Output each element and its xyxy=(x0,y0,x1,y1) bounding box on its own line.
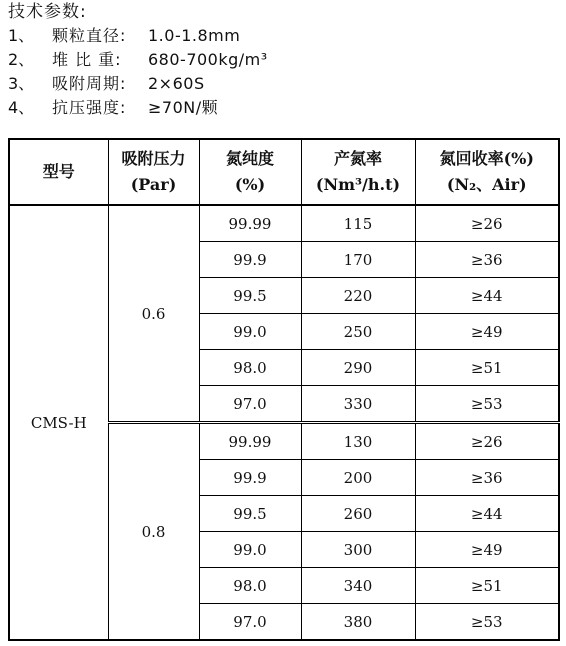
spec-value: 680-700kg/m³ xyxy=(148,50,268,69)
table-row xyxy=(9,205,559,242)
spec-value: 1.0-1.8mm xyxy=(148,26,241,45)
header-recovery xyxy=(415,139,559,205)
header-rate xyxy=(301,139,415,205)
recovery-cell: ≥51 xyxy=(415,350,559,386)
model-cell: CMS-H xyxy=(9,205,108,640)
rate-cell: 115 xyxy=(301,205,415,242)
purity-cell: 99.5 xyxy=(199,278,301,314)
recovery-cell: ≥26 xyxy=(415,205,559,242)
rate-cell: 130 xyxy=(301,423,415,460)
spec-title: 技术参数: xyxy=(8,2,87,22)
spec-label: 颗粒直径: xyxy=(52,26,127,45)
rate-cell: 200 xyxy=(301,460,415,496)
purity-cell: 99.0 xyxy=(199,532,301,568)
pressure-cell: 0.6 xyxy=(108,205,199,423)
rate-cell: 380 xyxy=(301,604,415,641)
recovery-cell: ≥44 xyxy=(415,496,559,532)
recovery-cell: ≥44 xyxy=(415,278,559,314)
spec-num: 2、 xyxy=(8,50,35,69)
header-unit: (%) xyxy=(234,175,266,194)
header-unit: (Par) xyxy=(130,175,177,194)
rate-cell: 330 xyxy=(301,386,415,423)
recovery-cell: ≥36 xyxy=(415,242,559,278)
rate-cell: 250 xyxy=(301,314,415,350)
spec-label: 堆 比 重: xyxy=(52,50,122,69)
spec-item xyxy=(8,72,268,96)
spec-item xyxy=(8,96,268,120)
rate-cell: 260 xyxy=(301,496,415,532)
recovery-cell: ≥51 xyxy=(415,568,559,604)
spec-value: ≥70N/颗 xyxy=(148,98,219,117)
spec-num: 4、 xyxy=(8,98,35,117)
header-label: 吸附压力 xyxy=(121,149,186,168)
header-label: 氮回收率(%) xyxy=(439,149,534,168)
recovery-cell: ≥49 xyxy=(415,314,559,350)
purity-cell: 97.0 xyxy=(199,386,301,423)
header-purity xyxy=(199,139,301,205)
purity-cell: 99.5 xyxy=(199,496,301,532)
rate-cell: 300 xyxy=(301,532,415,568)
purity-cell: 99.9 xyxy=(199,460,301,496)
header-unit: (Nm³/h.t) xyxy=(315,175,401,194)
purity-cell: 99.0 xyxy=(199,314,301,350)
recovery-cell: ≥53 xyxy=(415,604,559,641)
recovery-cell: ≥49 xyxy=(415,532,559,568)
spec-item xyxy=(8,48,268,72)
header-model xyxy=(9,139,108,205)
rate-cell: 290 xyxy=(301,350,415,386)
header-label: 型号 xyxy=(42,162,75,181)
purity-cell: 99.99 xyxy=(199,205,301,242)
spec-label: 吸附周期: xyxy=(52,74,127,93)
recovery-cell: ≥53 xyxy=(415,386,559,423)
header-pressure xyxy=(108,139,199,205)
purity-cell: 99.9 xyxy=(199,242,301,278)
spec-label: 抗压强度: xyxy=(52,98,127,117)
rate-cell: 220 xyxy=(301,278,415,314)
header-label: 氮纯度 xyxy=(225,149,274,168)
header-label: 产氮率 xyxy=(333,149,382,168)
purity-cell: 99.99 xyxy=(199,423,301,460)
spec-list xyxy=(8,0,268,120)
pressure-cell: 0.8 xyxy=(108,423,199,641)
spec-value: 2×60S xyxy=(148,74,205,93)
spec-num: 1、 xyxy=(8,26,35,45)
spec-num: 3、 xyxy=(8,74,35,93)
table-header-row xyxy=(9,139,559,205)
purity-cell: 97.0 xyxy=(199,604,301,641)
header-unit: (N₂、Air) xyxy=(446,175,527,194)
rate-cell: 340 xyxy=(301,568,415,604)
rate-cell: 170 xyxy=(301,242,415,278)
spec-table xyxy=(8,138,560,641)
purity-cell: 98.0 xyxy=(199,350,301,386)
recovery-cell: ≥36 xyxy=(415,460,559,496)
purity-cell: 98.0 xyxy=(199,568,301,604)
recovery-cell: ≥26 xyxy=(415,423,559,460)
spec-item xyxy=(8,24,268,48)
